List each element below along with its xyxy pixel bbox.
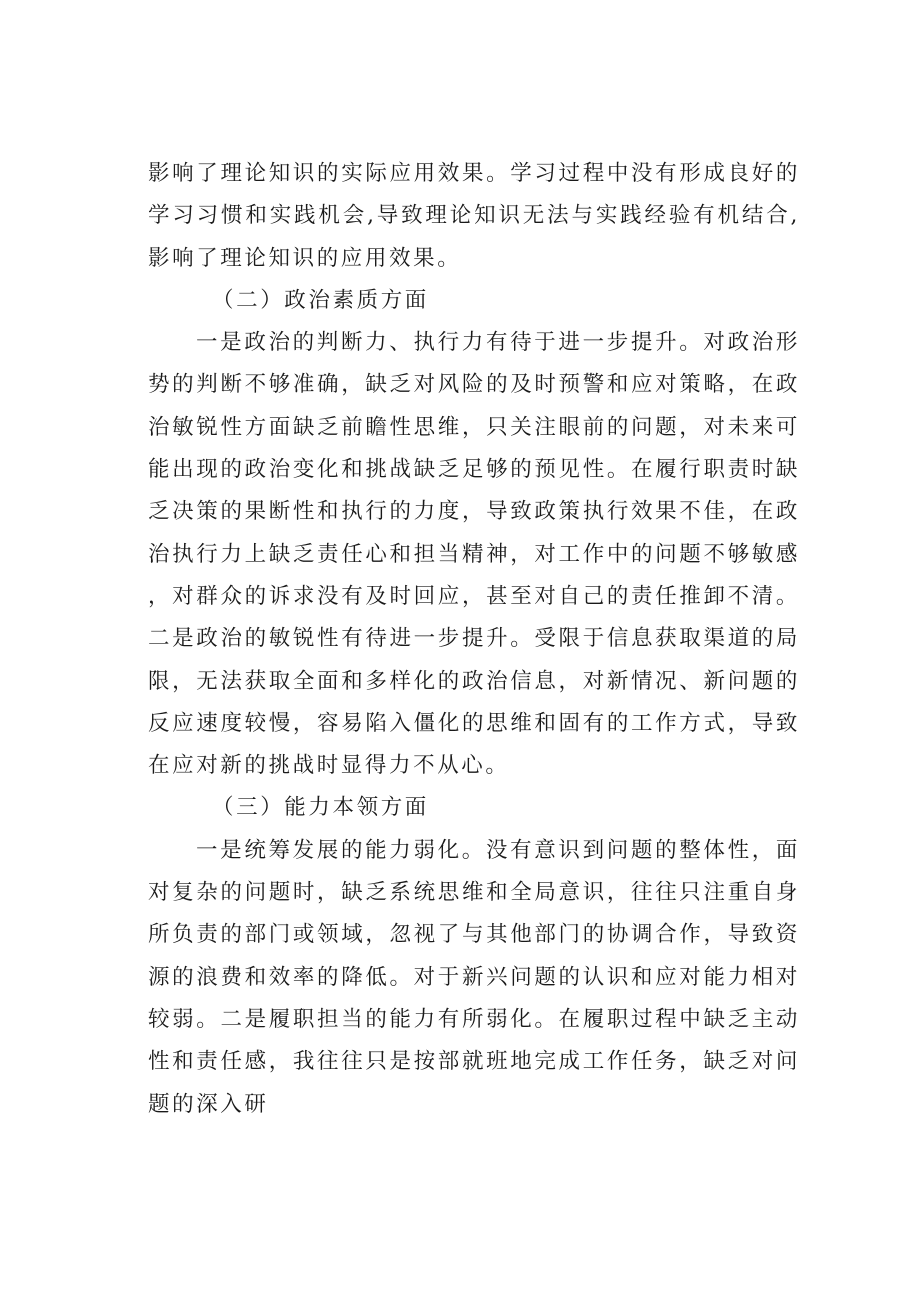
section-heading-political-quality: （二）政治素质方面: [212, 287, 429, 313]
paragraph-political-quality: 一是政治的判断力、执行力有待于进一步提升。对政治形势的判断不够准确，缺乏对风险的及时预警和应对策略，在政治敏锐性方面缺乏前瞻性思维，只关注眼前的问题，对未来可能出现的政治变化和挑战缺乏足够的预见性。在履行职责时缺乏决策的果断性和执行的力度，导致政策执行效果不佳，在政治执行力上缺乏责任心和担当精神，对工作中的问题不够敏感，对群众的诉求没有及时回应，甚至对自己的责任推卸不清。二是政治的敏锐性有待进一步提升。受限于信息获取渠道的局限，无法获取全面和多样化的政治信息，对新情况、新问题的反应速度较慢，容易陷入僵化的思维和固有的工作方式，导致在应对新的挑战时显得力不从心。: [148, 330, 800, 779]
paragraph-ability: 一是统筹发展的能力弱化。没有意识到问题的整体性，面对复杂的问题时，缺乏系统思维和全局意识，往往只注重自身所负责的部门或领域，忽视了与其他部门的协调合作，导致资源的浪费和效率的降低。对于新兴问题的认识和应对能力相对较弱。二是履职担当的能力有所弱化。在履职过程中缺乏主动性和责任感，我往往只是按部就班地完成工作任务，缺乏对问题的深入研: [148, 837, 800, 1117]
section-heading-ability: （三）能力本领方面: [212, 795, 429, 821]
paragraph-continuation: 影响了理论知识的实际应用效果。学习过程中没有形成良好的学习习惯和实践机会,导致理论知识无法与实践经验有机结合,影响了理论知识的应用效果。: [148, 161, 800, 271]
document-page: [148, 153, 800, 1126]
